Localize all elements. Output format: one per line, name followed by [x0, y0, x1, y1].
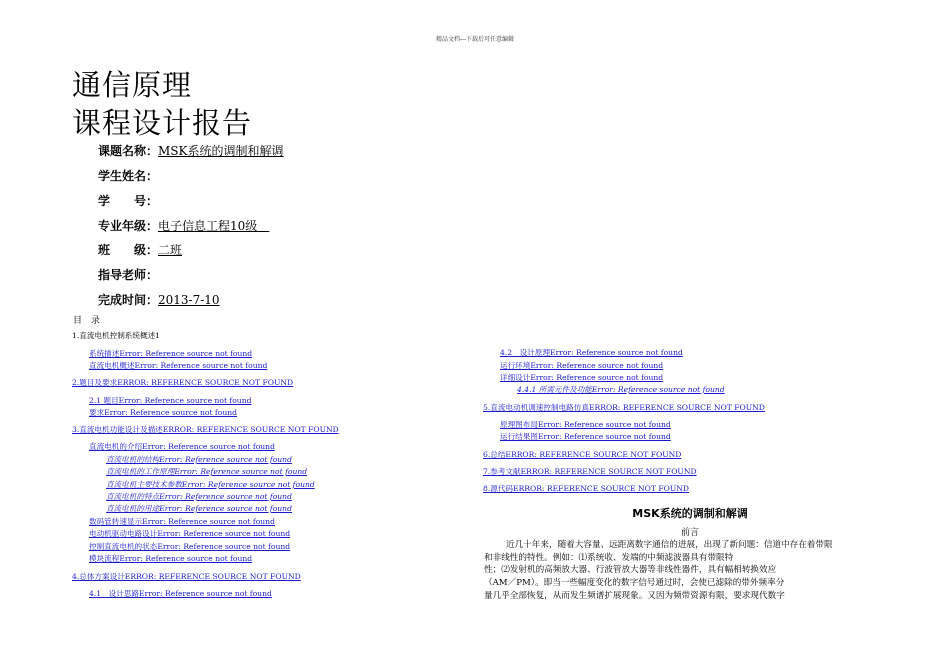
field-value: 二班: [158, 243, 183, 257]
field-major-year: [98, 217, 269, 234]
page-header: 精品文档---下载后可任意编辑: [435, 36, 515, 43]
field-class: [98, 241, 182, 258]
toc-title: 目 录: [73, 316, 101, 326]
toc-entry[interactable]: 5.直流电动机调速控制电路仿真ERROR: REFERENCE SOURCE NOT FOUND: [483, 403, 765, 412]
field-label: 指导老师：: [98, 268, 159, 282]
toc-entry[interactable]: 运行结果图Error: Reference source not found: [500, 432, 671, 441]
toc-entry[interactable]: 模块流程Error: Reference source not found: [89, 554, 253, 563]
field-completion-date: [98, 291, 220, 308]
cover-title-line1: 通信原理: [72, 68, 193, 102]
field-value: 电子信息工程10级: [158, 219, 270, 233]
toc-entry[interactable]: 4.2 设计原理Error: Reference source not found: [500, 348, 683, 357]
paragraph-line: 量几乎全部恢复，从而发生频谱扩展现象。又因为频带资源有限，要求现代数字: [484, 591, 785, 601]
field-label: 完成时间：: [98, 293, 159, 307]
cover-title-line2: 课程设计报告: [72, 106, 253, 140]
toc-entry[interactable]: 直流电机主要技术参数Error: Reference source not found: [106, 480, 315, 489]
toc-entry[interactable]: 直流电机的工作原理Error: Reference source not found: [106, 467, 308, 476]
toc-entry[interactable]: 4.4.1 所需元件及功能Error: Reference source not found: [517, 385, 725, 394]
toc-entry[interactable]: 直流电机概述Error: Reference source not found: [89, 361, 268, 370]
toc-entry[interactable]: 控制直流电机的状态Error: Reference source not found: [89, 542, 291, 551]
field-label: 课题名称：: [98, 144, 159, 158]
toc-entry[interactable]: 运行环境Error: Reference source not found: [500, 361, 664, 370]
field-label: 学生姓名：: [98, 169, 159, 183]
toc-entry[interactable]: 直流电机的特点Error: Reference source not found: [106, 492, 292, 501]
field-course-title: [98, 142, 284, 159]
paragraph-line: 性；⑵发射机的高频放大器、行波管放大器等非线性器件，具有幅相转换效应: [484, 565, 777, 575]
toc-entry[interactable]: 原理图布局Error: Reference source not found: [500, 420, 671, 429]
toc-entry[interactable]: 系统描述Error: Reference source not found: [89, 349, 253, 358]
toc-entry[interactable]: 详细设计Error: Reference source not found: [500, 373, 664, 382]
field-label: 专业年级：: [98, 219, 159, 233]
field-value: MSK系统的调制和解调: [158, 144, 284, 158]
paragraph-line: 和非线性的特性。例如：⑴系统收、发端的中频滤波器具有带限特: [484, 553, 734, 563]
preface-heading: 前言: [680, 528, 699, 538]
toc-entry: 1.直流电机控制系统概述1: [72, 331, 161, 340]
field-advisor: [98, 266, 158, 283]
toc-entry[interactable]: 3.直流电机功能设计及描述ERROR: REFERENCE SOURCE NOT FOUND: [72, 425, 339, 434]
toc-entry[interactable]: 4.1 设计思路Error: Reference source not found: [89, 589, 272, 598]
toc-entry[interactable]: 直流电机的用途Error: Reference source not found: [106, 504, 292, 513]
toc-entry[interactable]: 7.参考文献ERROR: REFERENCE SOURCE NOT FOUND: [483, 467, 697, 476]
paragraph-line: 近几十年来，随着大容量、远距离数字通信的进展，出现了新问题：信道中存在着带限: [506, 540, 833, 550]
toc-entry[interactable]: 2.题目及要求ERROR: REFERENCE SOURCE NOT FOUND: [72, 378, 294, 387]
field-student-id: [98, 192, 158, 209]
toc-entry[interactable]: 6.总结ERROR: REFERENCE SOURCE NOT FOUND: [483, 450, 682, 459]
toc-entry[interactable]: 2.1 题目Error: Reference source not found: [89, 396, 252, 405]
field-student-name: [98, 167, 158, 184]
toc-entry[interactable]: 8.源代码ERROR: REFERENCE SOURCE NOT FOUND: [483, 484, 689, 493]
field-label: 班 级：: [98, 243, 159, 257]
field-value: 2013-7-10: [158, 293, 220, 307]
toc-entry[interactable]: 4.总体方案设计ERROR: REFERENCE SOURCE NOT FOUND: [72, 572, 301, 581]
toc-entry[interactable]: 要求Error: Reference source not found: [89, 408, 237, 417]
toc-entry[interactable]: 直流电机的介绍Error: Reference source not found: [89, 442, 275, 451]
paragraph-line: （AM／PM）。即当一些幅度变化的数字信号通过时，会使已滤除的带外频率分: [484, 578, 785, 588]
toc-entry[interactable]: 电动机驱动电路设计Error: Reference source not found: [89, 529, 291, 538]
toc-entry[interactable]: 数码管转速显示Error: Reference source not found: [89, 517, 275, 526]
toc-entry[interactable]: 直流电机的结构Error: Reference source not found: [106, 455, 292, 464]
article-title: MSK系统的调制和解调: [632, 507, 748, 520]
field-label: 学 号：: [98, 194, 159, 208]
